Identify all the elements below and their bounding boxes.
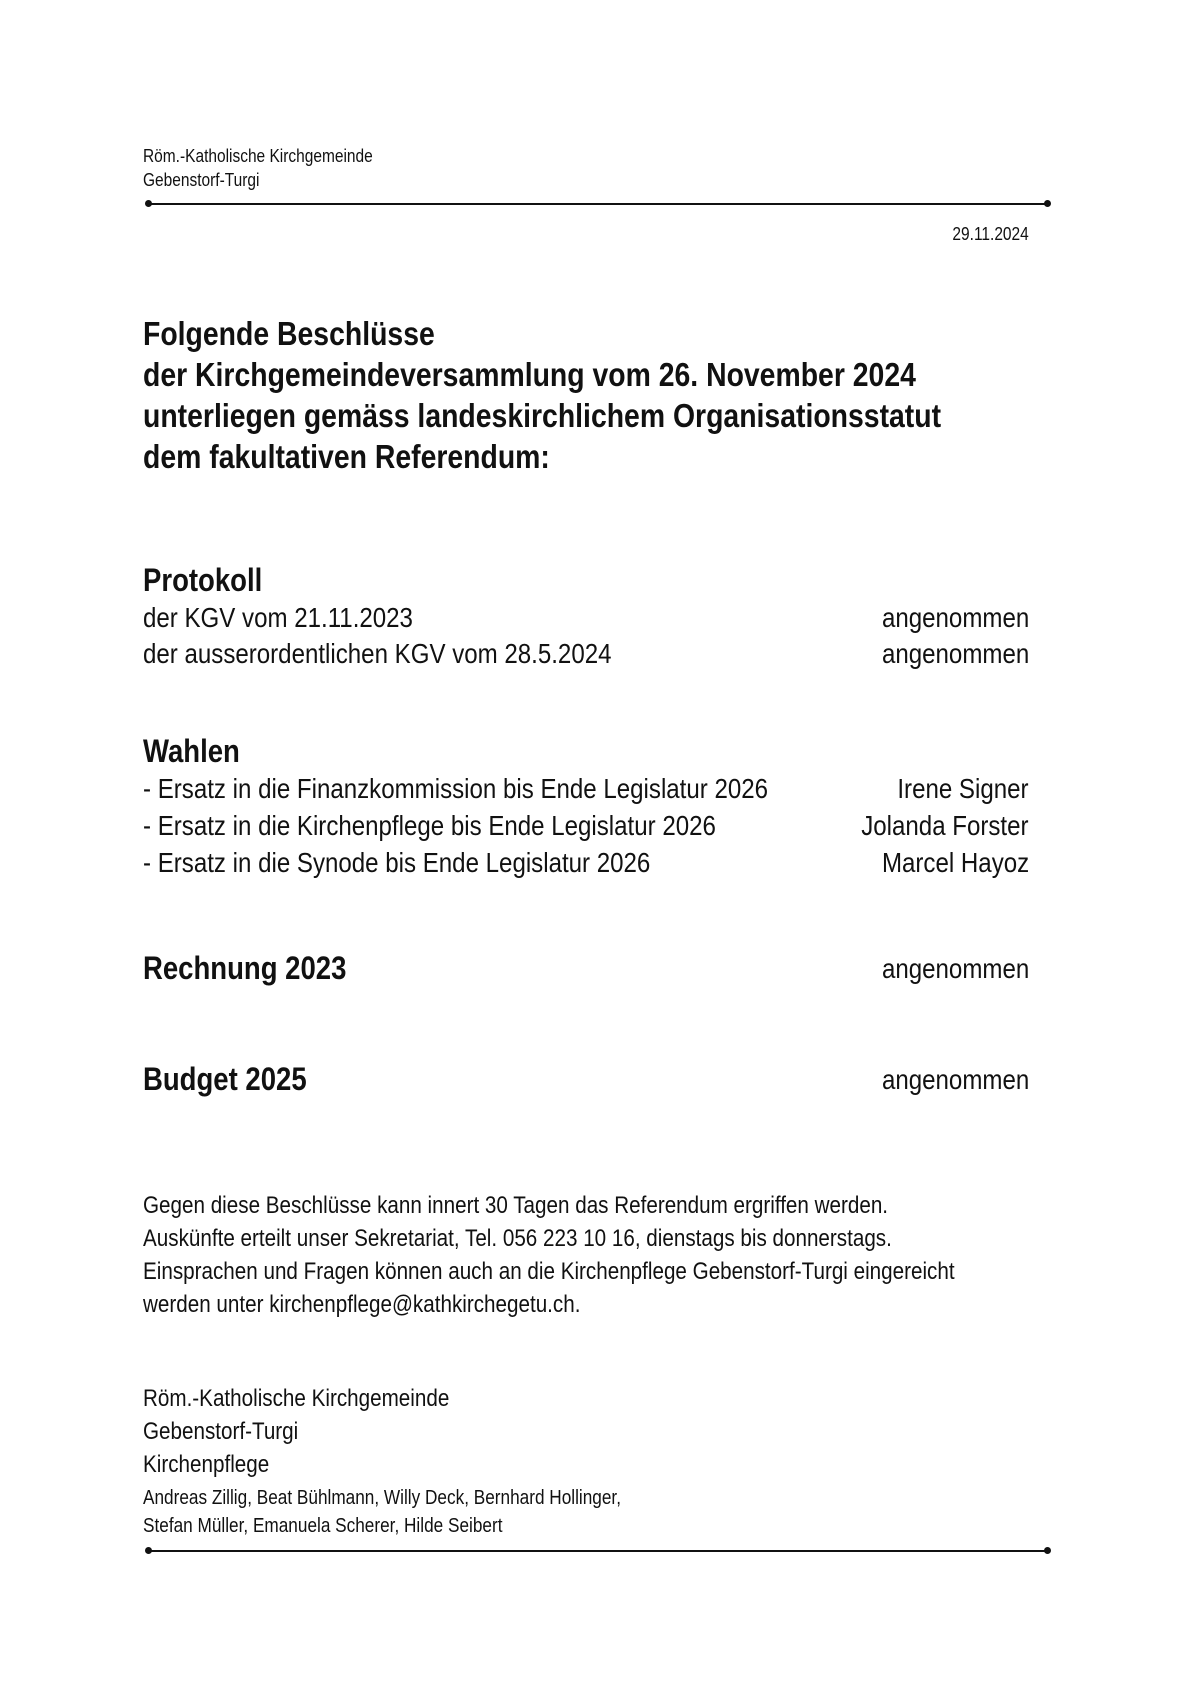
signature-block — [143, 1382, 499, 1481]
members-line: Andreas Zillig, Beat Bühlmann, Willy Deck, Bernhard Hollinger, — [143, 1487, 621, 1509]
notice-line: Gegen diese Beschlüsse kann innert 30 Tagen das Referendum ergriffen werden. — [143, 1192, 889, 1219]
divider-end-dot — [145, 1547, 152, 1554]
signature-org-line2: Gebenstorf-Turgi — [143, 1418, 299, 1445]
item-label-text: der KGV vom 21.11.2023 — [143, 602, 413, 633]
protokoll-item-result — [858, 638, 1029, 670]
result-text: angenommen — [881, 1064, 1029, 1095]
document-date — [940, 222, 1029, 246]
section-heading-wahlen — [143, 733, 256, 770]
item-result-text: Jolanda Forster — [861, 810, 1029, 841]
members-line: Stefan Müller, Emanuela Scherer, Hilde Seibert — [143, 1515, 503, 1537]
heading-text: Protokoll — [143, 562, 263, 598]
heading-text: Rechnung 2023 — [143, 950, 347, 986]
item-label-text: der ausserordentlichen KGV vom 28.5.2024 — [143, 638, 612, 669]
budget-result — [858, 1064, 1029, 1096]
protokoll-item-label — [143, 602, 457, 634]
item-label-text: - Ersatz in die Finanzkommission bis Ende Legislatur 2026 — [143, 773, 769, 804]
notice-line: werden unter kirchenpflege@kathkirchegetu.ch. — [143, 1291, 581, 1318]
item-result-text: angenommen — [881, 638, 1029, 669]
item-label-text: - Ersatz in die Kirchenpflege bis Ende Legislatur 2026 — [143, 810, 716, 841]
protokoll-item-label — [143, 638, 688, 670]
wahlen-item-result — [858, 847, 1029, 879]
heading-text: Budget 2025 — [143, 1061, 307, 1097]
header-org-line2: Gebenstorf-Turgi — [143, 170, 260, 190]
wahlen-item-label — [143, 810, 809, 842]
title-line: der Kirchgemeindeversammlung vom 26. November 2024 — [143, 356, 916, 393]
wahlen-item-label — [143, 847, 733, 879]
wahlen-item-result — [876, 773, 1029, 805]
item-result-text: angenommen — [881, 602, 1029, 633]
wahlen-item-label — [143, 773, 870, 805]
wahlen-item-result — [834, 810, 1029, 842]
date-text: 29.11.2024 — [952, 224, 1029, 244]
divider-end-dot — [145, 200, 152, 207]
item-result-text: Marcel Hayoz — [881, 847, 1029, 878]
notice-line: Einsprachen und Fragen können auch an die Kirchenpflege Gebenstorf-Turgi eingereicht — [143, 1258, 955, 1285]
title-line: Folgende Beschlüsse — [143, 315, 435, 352]
section-heading-rechnung — [143, 950, 380, 987]
divider-end-dot — [1044, 200, 1051, 207]
header-divider — [148, 203, 1048, 205]
page-title — [143, 313, 1071, 477]
section-heading-budget — [143, 1061, 333, 1098]
notice-line: Auskünfte erteilt unser Sekretariat, Tel. 056 223 10 16, dienstags bis donnerstags. — [143, 1225, 892, 1252]
section-heading-protokoll — [143, 562, 282, 599]
item-result-text: Irene Signer — [897, 773, 1029, 804]
result-text: angenommen — [881, 953, 1029, 984]
rechnung-result — [858, 953, 1029, 985]
title-line: dem fakultativen Referendum: — [143, 438, 550, 475]
referendum-notice — [143, 1189, 1087, 1321]
title-line: unterliegen gemäss landeskirchlichem Organisationsstatut — [143, 397, 942, 434]
header-org-line1: Röm.-Katholische Kirchgemeinde — [143, 146, 373, 166]
header-org — [143, 144, 410, 192]
signature-body: Kirchenpflege — [143, 1451, 270, 1478]
heading-text: Wahlen — [143, 733, 240, 769]
protokoll-item-result — [858, 602, 1029, 634]
item-label-text: - Ersatz in die Synode bis Ende Legislatur 2026 — [143, 847, 651, 878]
signature-org-line1: Röm.-Katholische Kirchgemeinde — [143, 1385, 450, 1412]
signature-members — [143, 1484, 699, 1540]
footer-divider — [148, 1550, 1048, 1552]
divider-end-dot — [1044, 1547, 1051, 1554]
